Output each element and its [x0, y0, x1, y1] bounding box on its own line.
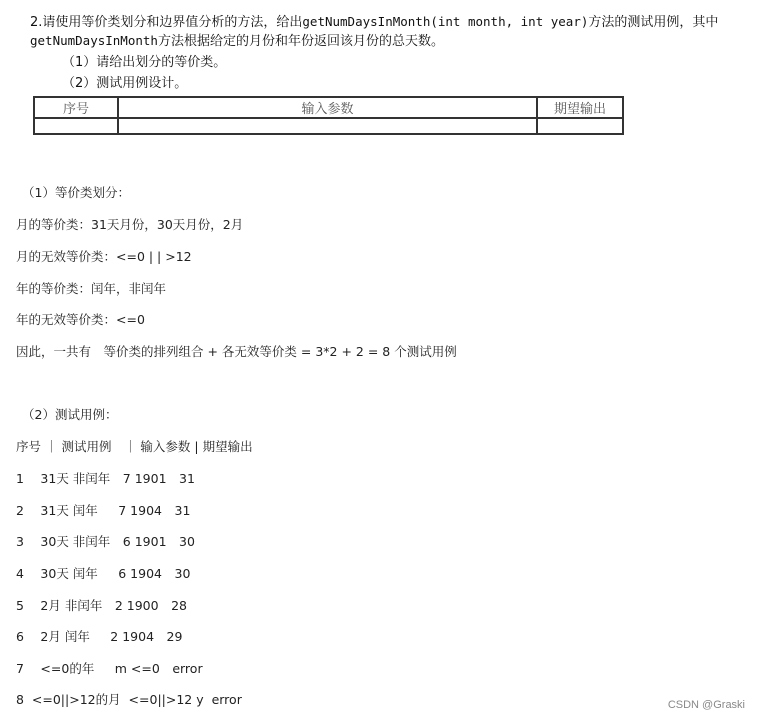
- year-equivalence: 年的等价类：闰年，非闰年: [16, 281, 167, 296]
- part1-heading: （1）等价类划分：: [22, 185, 130, 200]
- spec-table-row: [34, 118, 623, 134]
- test-case-row: 6 2月 闰年 2 1904 29: [16, 629, 183, 644]
- cases-header: 序号 ｜ 测试用例 ｜ 输入参数 | 期望输出: [16, 439, 253, 454]
- test-case-row: 5 2月 非闰年 2 1900 28: [16, 598, 187, 613]
- test-case-row: 8 <=0||>12的月 <=0||>12 y error: [16, 692, 242, 707]
- question-line-1: [30, 11, 718, 30]
- method-name: getNumDaysInMonth: [30, 33, 158, 48]
- question-text-1a: 2.请使用等价类划分和边界值分析的方法，给出: [30, 15, 303, 30]
- spec-table-header-row: [34, 97, 623, 118]
- question-text-1b: 方法的测试用例，其中: [588, 15, 719, 30]
- month-invalid: 月的无效等价类：<=0 | | >12: [16, 249, 192, 264]
- test-case-row: 3 30天 非闰年 6 1901 30: [16, 534, 195, 549]
- question-line-2: [30, 30, 444, 49]
- header-index: 序号: [34, 97, 118, 118]
- method-signature: getNumDaysInMonth(int month, int year): [302, 14, 589, 29]
- header-input: 输入参数: [118, 97, 537, 118]
- month-equivalence: 月的等价类：31天月份，30天月份，2月: [16, 217, 244, 232]
- watermark: CSDN @Graski: [667, 699, 745, 711]
- test-case-row: 1 31天 非闰年 7 1901 31: [16, 471, 195, 486]
- sub-question-1: （1）请给出划分的等价类。: [62, 55, 227, 70]
- table-cell: [34, 118, 118, 134]
- test-case-row: 2 31天 闰年 7 1904 31: [16, 503, 191, 518]
- test-case-row: 7 <=0的年 m <=0 error: [16, 661, 203, 676]
- spec-table: [33, 96, 624, 135]
- year-invalid: 年的无效等价类：<=0: [16, 312, 145, 327]
- header-output: 期望输出: [537, 97, 623, 118]
- part2-heading: （2）测试用例：: [22, 407, 118, 422]
- table-cell: [537, 118, 623, 134]
- question-text-2: 方法根据给定的月份和年份返回该月份的总天数。: [157, 34, 444, 49]
- test-case-row: 4 30天 闰年 6 1904 30: [16, 566, 191, 581]
- table-cell: [118, 118, 537, 134]
- sub-question-2: （2）测试用例设计。: [62, 76, 188, 91]
- summary-line: 因此，一共有 等价类的排列组合 + 各无效等价类 = 3*2 + 2 = 8 个测试用例: [16, 344, 457, 359]
